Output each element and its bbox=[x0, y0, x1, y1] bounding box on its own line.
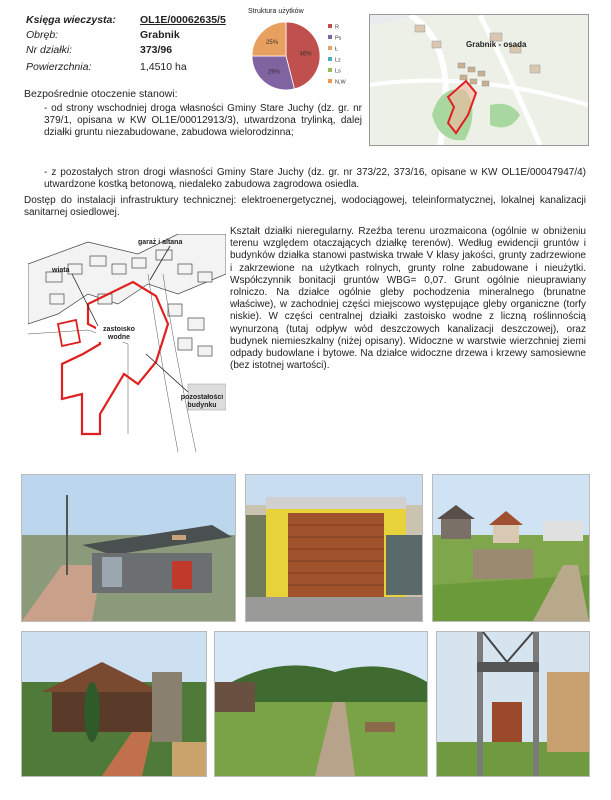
legend-label: Ł bbox=[335, 46, 339, 53]
area-value: 1,4510 ha bbox=[140, 61, 187, 73]
pie-data-label: 29% bbox=[267, 69, 280, 76]
obreb-label: Obręb: bbox=[26, 29, 59, 41]
pie-slice-- bbox=[252, 22, 286, 56]
chart-title: Struktura użytków bbox=[248, 8, 304, 15]
photo-neighbourhood bbox=[432, 474, 590, 622]
land-use-chart bbox=[244, 8, 362, 98]
location-map bbox=[369, 14, 589, 146]
legend-swatch bbox=[328, 24, 332, 28]
legend-label: N,W bbox=[335, 79, 346, 86]
plot-map bbox=[28, 234, 226, 452]
surroundings-item-2: - z pozostałych stron drogi własności Gminy Stare Juchy (dz. gr. nr 373/22, 373/16, opisane w KW OL1E/00047947/4) utwardzone kostką betonową, niedaleko zabudowa zagrodowa osiedla. bbox=[44, 167, 586, 191]
pie-data-label: 46% bbox=[299, 51, 312, 58]
photo-garage bbox=[245, 474, 423, 622]
infrastructure-text: Dostęp do instalacji infrastruktury technicznej: elektroenergetycznej, wodociągowej, teleinformatycznej, lokalnej kanalizacji sanitarnej osiedlowej. bbox=[24, 195, 586, 219]
kw-label: Księga wieczysta: bbox=[26, 14, 116, 26]
nr-label: Nr działki: bbox=[26, 44, 73, 56]
photo-field bbox=[214, 631, 428, 777]
kw-value: OL1E/00062635/5 bbox=[140, 14, 226, 26]
photo-shed bbox=[21, 474, 236, 622]
location-map-label: Grabnik - osada bbox=[466, 40, 527, 49]
photo-transformer bbox=[436, 631, 590, 777]
legend-swatch bbox=[328, 35, 332, 39]
legend-swatch bbox=[328, 68, 332, 72]
surroundings-intro: Bezpośrednie otoczenie stanowi: bbox=[24, 88, 178, 100]
photo-gazebo bbox=[21, 631, 207, 777]
nr-value: 373/96 bbox=[140, 44, 173, 56]
legend-label: Lz bbox=[335, 57, 341, 64]
pie-data-label: 25% bbox=[266, 40, 279, 47]
legend-label: R bbox=[335, 24, 339, 31]
legend-swatch bbox=[328, 57, 332, 61]
label-shed: wiata bbox=[52, 267, 70, 274]
description-text: Kształt działki nieregularny. Rzeźba terenu urozmaicona (ogólnie w obniżeniu terenu względem otaczających działkę terenów). Według ewidencji gruntów i budynków działka stanowi pastwiska trwałe V klasy jakości, grunty zadrzewione i zakrzewione na użytkach rolnych, grunty rolne zabudowane i nieużytki. Współczynnik bonitacji gruntów WBG= 0,07. Grunt ogólnie nieuprawiany rolniczo. Na działce ogólnie gleby pochodzenia mineralnego (brunatne właściwe), w zachodniej części miejscowo występujące gleby organiczne (torfy niskie). W części centralnej działki zastoisko wodne z liczną roślinnością wynurzoną (tutaj odpływ wód deszczowych kanalizacji deszczowej), oraz budynek niemieszkalny (niżej opisany). Widoczne w warstwie wierzchniej ziemi odpady budowlane i bytowe. Na działce widoczne drzewa i krzewy samosiewne (bez istotnej wartości). bbox=[230, 226, 586, 372]
area-label: Powierzchnia: bbox=[26, 61, 92, 73]
label-remains: pozostałości budynku bbox=[180, 394, 224, 409]
surroundings-item-1: - od strony wschodniej droga własności Gminy Stare Juchy (dz. gr. nr 379/1, opisana w KW OL1E/00012913/3), utwardzona trylinką, dalej działki gruntu niezabudowane, zabudowa wielorodzinna; bbox=[44, 103, 362, 139]
label-pond: zastoisko wodne bbox=[96, 326, 142, 342]
legend-label: Ls bbox=[335, 68, 341, 75]
legend-label: Ps bbox=[335, 35, 342, 42]
legend-swatch bbox=[328, 46, 332, 50]
legend-swatch bbox=[328, 79, 332, 83]
label-garage: garaż i altana bbox=[138, 239, 183, 246]
pie-svg bbox=[244, 18, 362, 98]
obreb-value: Grabnik bbox=[140, 29, 180, 41]
